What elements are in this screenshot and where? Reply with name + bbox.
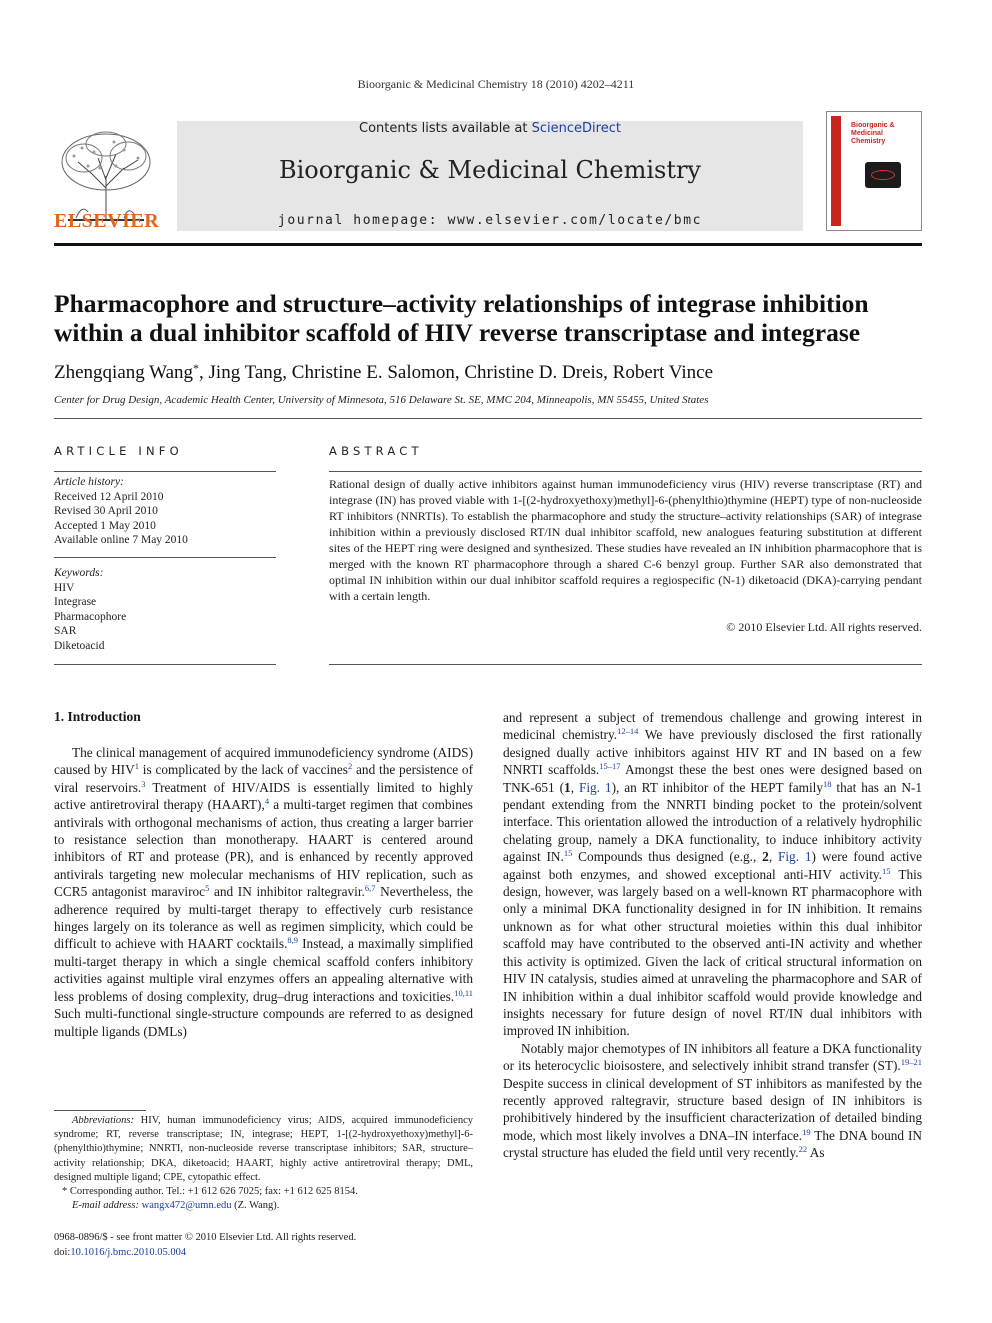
compound-number: 1 [564,779,571,795]
abbreviations-footnote: Abbreviations: HIV, human immunodeficiency virus; AIDS, acquired immunodeficiency syndrome; RT, reverse transcriptase; IN, integrase; HEPT, 1-[(2-hydroxyethoxy)methyl]-6-(phenylthio)thymine; NNRTI, non-nucleoside reverse transcriptase inhibitors; SAR, structure–activity relationship; DKA, diketoacid; HAART, highly active antiretroviral therapy; DML, designed multiple ligand; CPE, cytopathic effect. [54,1115,473,1183]
reference-link[interactable]: 6,7 [364,883,376,894]
reference-link[interactable]: 15–17 [599,761,621,772]
keyword-item: Pharmacophore [54,610,127,623]
footnote-rule [54,1110,146,1111]
elsevier-wordmark: ELSEVIER [54,210,160,232]
divider [54,471,276,472]
corresponding-mark[interactable]: * [193,361,200,375]
cover-red-stripe [831,116,841,226]
divider [329,471,922,472]
abstract-copyright: © 2010 Elsevier Ltd. All rights reserved. [726,620,922,634]
keywords [54,566,276,653]
coauthors: , Jing Tang, Christine E. Salomon, Christine D. Dreis, Robert Vince [199,362,714,383]
body-column-right [503,709,922,1162]
journal-citation: Bioorganic & Medicinal Chemistry 18 (2010) 4202–4211 [357,77,635,91]
compound-number: 2 [762,849,769,865]
email-footnote: E-mail address: wangx472@umn.edu (Z. Wang). [72,1200,280,1212]
article-info-heading: ARTICLE INFO [54,444,183,458]
history-revised: Revised 30 April 2010 [54,505,158,517]
reference-link[interactable]: 19–21 [900,1057,922,1068]
reference-link[interactable]: 22 [798,1144,808,1155]
keyword-item: HIV [54,581,75,594]
keywords-label: Keywords: [54,567,104,579]
reference-link[interactable]: 18 [822,778,832,789]
intro-paragraph-1-cont: and represent a subject of tremendous challenge and growing interest in medicinal chemistry.$^{12-14}$ We have previously disclosed the first rationally designed dually active inhibitors against HIV RT and IN based on a few NNRTI scaffolds.$^{15-17}$ Amongst these the best ones were designed based on TNK-651 (1, Fig. 1), an RT inhibitor of the HEPT family$^{18}$ that has an N-1 pendant extending from the NNRTI binding pocket to the protein/solvent interface. This orientation allowed the introduction of a relatively hydrophilic chelating group, namely a DKA functionality, to induce inhibitory activity against IN.$^{15}$ Compounds thus designed (e.g., 2, Fig. 1) were found active against both enzymes, and showed exceptional anti-HIV activity.$^{15}$ This design, however, was largely based on a well-known RT pharmacophore with only a minimal DKA functionality designed in for IN inhibition. It remains unknown as for what other structural moieties within this dual inhibitor scaffold may have contributed to the observed anti-IN activity and whether this activity is optimized. Given the lack of critical structural information on HIV IN catalysis, studies aimed at unraveling the pharmacophore and SAR of IN inhibition within a dual inhibitor scaffold would provide knowledge and insights necessary for future design of novel RT/IN dual inhibitors with improved IN inhibition. [503,710,923,1039]
abstract-text: Rational design of dually active inhibitors against human immunodeficiency virus (HIV) reverse transcriptase (RT) and integrase (IN) has proved viable with 1-[(2-hydroxyethoxy)methyl]-6-(phenylthio)thymine (HEPT) type of non-nucleoside RT inhibitors (NNRTIs). To establish the pharmacophore and study the structure–activity relationships (SAR) of integrase inhibition within a previously disclosed RT/IN dual inhibitor scaffold, new analogues featuring substitution at different sites of the HEPT ring were designed and synthesized. These studies have revealed an IN inhibition pharmacophore that is merged with the known RT pharmacophore through a shared C-6 benzyl group. Further SAR also demonstrated that optimal IN inhibition within our dual inhibitor scaffold requires a regiospecific (N-1) diketoacid (DKA)-carrying pendant with a certain length. [329,477,922,603]
history-received: Received 12 April 2010 [54,490,164,503]
doi-link[interactable]: 10.1016/j.bmc.2010.05.004 [70,1246,187,1258]
abstract-heading: ABSTRACT [329,444,423,458]
history-label: Article history: [54,476,124,488]
issn-line: 0968-0896/$ - see front matter © 2010 Elsevier Ltd. All rights reserved. [54,1232,357,1243]
corresponding-author[interactable]: Zhengqiang Wang [54,362,194,383]
figure-link[interactable]: Fig. 1 [777,849,812,865]
reference-link[interactable]: 4 [264,796,270,807]
reference-link[interactable]: 8,9 [287,935,298,946]
reference-link[interactable]: 5 [205,883,210,894]
cover-title: Bioorganic & Medicinal Chemistry [851,122,895,145]
journal-cover-thumbnail [826,111,922,231]
divider [54,557,276,558]
contents-availability [177,121,803,136]
intro-paragraph-2: Notably major chemotypes of IN inhibitors all feature a DKA functionality or its heterocyclic bioisostere, and selectively inhibit strand transfer (ST).$^{19-21}$ Despite success in clinical development of ST inhibitors as manifested by the recently approved raltegravir, structure based design of IN inhibitors is prohibitively hindered by the insufficient characterization of detailed binding mode, which most likely involves a DNA–IN interface.$^{19}$ The DNA bound IN crystal structure has eluded the field until very recently.$^{22}$ As [503,1040,923,1161]
reference-link[interactable]: 1 [134,761,139,772]
header-rule [54,243,922,246]
journal-homepage[interactable]: journal homepage: www.elsevier.com/locate/bmc [277,213,703,228]
footnotes [54,1114,473,1213]
keyword-item: Integrase [54,596,97,608]
section-heading-introduction: 1. Introduction [54,709,141,724]
journal-name: Bioorganic & Medicinal Chemistry [278,156,701,184]
divider [329,664,922,665]
front-matter-meta [54,1231,494,1260]
intro-paragraph-1: The clinical management of acquired immunodeficiency syndrome (AIDS) caused by HIV$^1$ is complicated by the lack of vaccines$^2$ and the persistence of viral reservoirs.$^3$ Treatment of HIV/AIDS is essentially limited to highly active antiretroviral therapy (HAART),$^4$ a multi-target regimen that combines antivirals with orthogonal mechanisms of action, thus creating a larger barrier to resistance selection than monotherapy. HAART is centered around inhibitors of RT and protease (PR), and is enhanced by recently approved antivirals targeting new molecular mechanisms of HIV replication, such as CCR5 antagonist maraviroc$^5$ and IN inhibitor raltegravir.$^{6,7}$ Nevertheless, the adherence required by multi-target therapy to effectively curb resistance hinges largely on its tolerance as well as regimen simplicity, which could be difficult to achieve with HAART cocktails.$^{8,9}$ Instead, a maximally simplified multi-target therapy in which a single chemical scaffold confers inhibitory activities against multiple viral enzymes offers an appealing alternative with less problems of dosing complexity, drug–drug interactions and toxicities.$^{10,11}$ Such multi-functional single-structure compounds are referred to as designed multiple ligands (DMLs) [54,745,474,1039]
cover-molecule-image [865,162,901,188]
corresponding-footnote: * Corresponding author. Tel.: +1 612 626 7025; fax: +1 612 625 8154. [62,1186,358,1198]
affiliation-rule [54,418,922,419]
reference-link[interactable]: 15 [882,865,891,876]
history-accepted: Accepted 1 May 2010 [54,519,156,532]
contents-prefix: Contents lists available at [359,121,532,136]
article-history [54,475,276,548]
sciencedirect-link[interactable]: ScienceDirect [531,121,621,136]
reference-link[interactable]: 2 [347,761,353,772]
article-title: Pharmacophore and structure–activity relationships of integrase inhibition within a dual inhibitor scaffold of HIV reverse transcriptase and integrase [54,289,869,347]
reference-link[interactable]: 10,11 [454,987,473,998]
author-list [54,362,934,384]
reference-link[interactable]: 12–14 [617,726,639,737]
figure-link[interactable]: Fig. 1 [578,779,612,795]
divider [54,664,276,665]
reference-link[interactable]: 15 [563,848,573,859]
history-online: Available online 7 May 2010 [54,534,188,546]
keyword-item: Diketoacid [54,639,105,652]
reference-link[interactable]: 3 [141,778,146,789]
doi-line: doi:10.1016/j.bmc.2010.05.004 [54,1246,187,1258]
keyword-item: SAR [54,625,77,637]
reference-link[interactable]: 19 [802,1126,811,1137]
affiliation: Center for Drug Design, Academic Health Center, University of Minnesota, 516 Delaware St. SE, MMC 204, Minneapolis, MN 55455, United States [54,394,709,406]
email-link[interactable]: wangx472@umn.edu [141,1200,232,1212]
body-column-left [54,744,473,1040]
